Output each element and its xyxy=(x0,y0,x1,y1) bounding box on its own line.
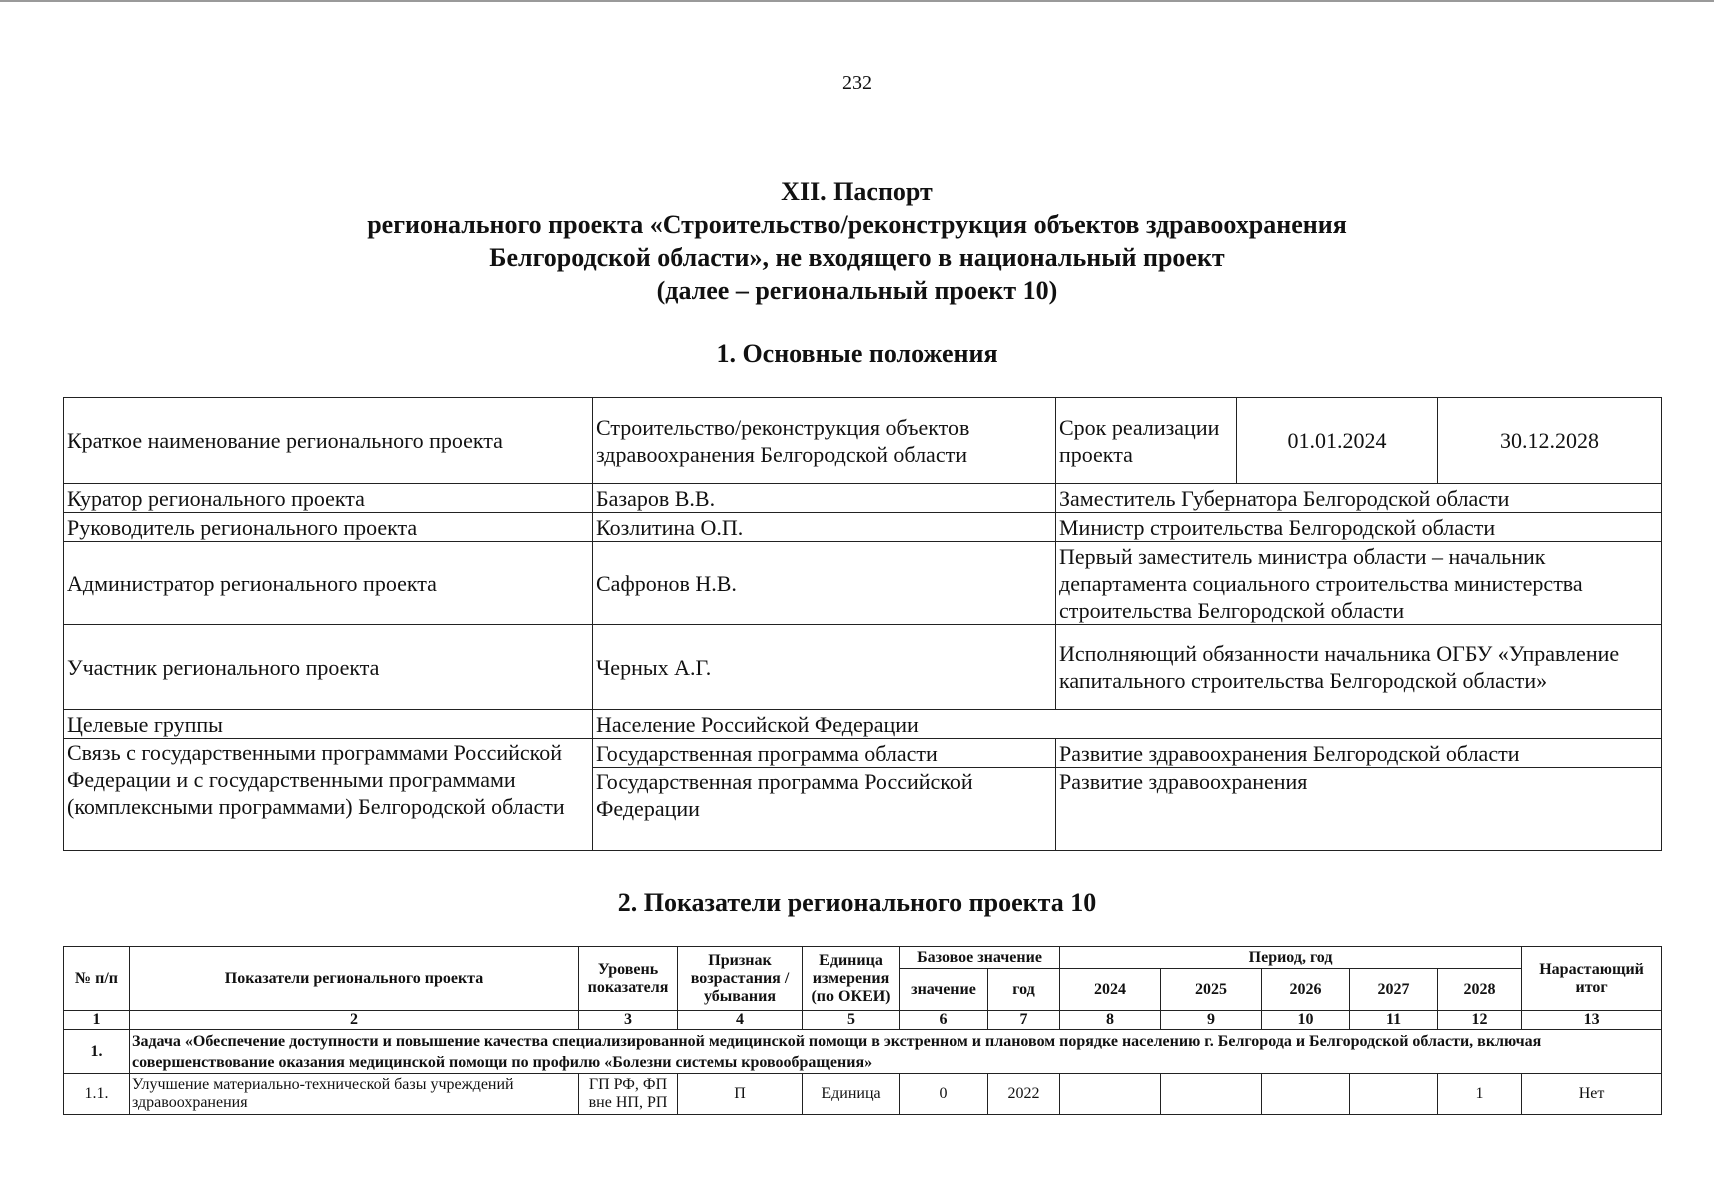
term-start: 01.01.2024 xyxy=(1237,398,1438,484)
administrator-position: Первый заместитель министра области – начальник департамента социального строительства министерства строительства Белгородской области xyxy=(1056,542,1662,625)
short-name-row xyxy=(64,398,1662,484)
short-name-value: Строительство/реконструкция объектов здравоохранения Белгородской области xyxy=(593,398,1056,484)
administrator-name: Сафронов Н.В. xyxy=(593,542,1056,625)
hdr-base: Базовое значение xyxy=(900,947,1060,969)
term-label: Срок реализации проекта xyxy=(1056,398,1237,484)
administrator-row xyxy=(64,542,1662,625)
administrator-label: Администратор регионального проекта xyxy=(64,542,593,625)
participant-name: Черных А.Г. xyxy=(593,625,1056,710)
indicator-unit: Единица xyxy=(803,1074,900,1115)
hdr-year-2028: 2028 xyxy=(1438,969,1522,1011)
col-number: 5 xyxy=(803,1011,900,1030)
indicator-sign: П xyxy=(678,1074,803,1115)
col-number: 9 xyxy=(1161,1011,1262,1030)
target-groups-row xyxy=(64,710,1662,739)
section-1-heading: 1. Основные положения xyxy=(716,339,998,368)
indicator-2025 xyxy=(1161,1074,1262,1115)
term-end: 30.12.2028 xyxy=(1438,398,1662,484)
curator-position: Заместитель Губернатора Белгородской области xyxy=(1056,484,1662,513)
hdr-indicator: Показатели регионального проекта xyxy=(130,947,579,1011)
hdr-year-2024: 2024 xyxy=(1060,969,1161,1011)
title-line-1: XII. Паспорт xyxy=(781,177,933,206)
section-2-heading: 2. Показатели регионального проекта 10 xyxy=(617,888,1097,917)
col-number: 7 xyxy=(988,1011,1060,1030)
program1-type: Государственная программа области xyxy=(593,739,1056,768)
col-number: 12 xyxy=(1438,1011,1522,1030)
hdr-level: Уровень показателя xyxy=(579,947,678,1011)
head-name: Козлитина О.П. xyxy=(593,513,1056,542)
participant-position: Исполняющий обязанности начальника ОГБУ «Управление капитального строительства Белгородской области» xyxy=(1056,625,1662,710)
program2-type: Государственная программа Российской Федерации xyxy=(593,768,1056,851)
indicator-2028: 1 xyxy=(1438,1074,1522,1115)
target-groups-label: Целевые группы xyxy=(64,710,593,739)
short-name-label: Краткое наименование регионального проекта xyxy=(64,398,593,484)
title-line-3: Белгородской области», не входящего в национальный проект xyxy=(489,243,1225,272)
title-line-2: регионального проекта «Строительство/реконструкция объектов здравоохранения xyxy=(367,210,1347,239)
header-row-1 xyxy=(64,947,1662,969)
col-number: 11 xyxy=(1350,1011,1438,1030)
hdr-unit: Единица измерения (по ОКЕИ) xyxy=(803,947,900,1011)
indicator-level: ГП РФ, ФП вне НП, РП xyxy=(579,1074,678,1115)
participant-row xyxy=(64,625,1662,710)
hdr-base-year: год xyxy=(988,969,1060,1011)
col-number: 10 xyxy=(1262,1011,1350,1030)
task-text: Задача «Обеспечение доступности и повышение качества специализированной медицинской помощи в экстренном и плановом порядке населению г. Белгорода и Белгородской области, включая совершенствование оказания медицинской помощи по профилю «Болезни системы кровообращения» xyxy=(130,1030,1662,1074)
program2-name: Развитие здравоохранения xyxy=(1056,768,1662,851)
target-groups-value: Население Российской Федерации xyxy=(593,710,1662,739)
hdr-period: Период, год xyxy=(1060,947,1522,969)
participant-label: Участник регионального проекта xyxy=(64,625,593,710)
indicators-table xyxy=(63,946,1662,1115)
program-link-row-1 xyxy=(64,739,1662,768)
head-label: Руководитель регионального проекта xyxy=(64,513,593,542)
hdr-base-value: значение xyxy=(900,969,988,1011)
scan-top-edge xyxy=(0,0,1714,2)
hdr-year-2027: 2027 xyxy=(1350,969,1438,1011)
head-position: Министр строительства Белгородской области xyxy=(1056,513,1662,542)
indicator-name: Улучшение материально-технической базы учреждений здравоохранения xyxy=(130,1074,579,1115)
curator-label: Куратор регионального проекта xyxy=(64,484,593,513)
indicator-2024 xyxy=(1060,1074,1161,1115)
indicator-num: 1.1. xyxy=(64,1074,130,1115)
column-numbers-row xyxy=(64,1011,1662,1030)
col-number: 6 xyxy=(900,1011,988,1030)
indicator-cumulative: Нет xyxy=(1522,1074,1662,1115)
hdr-year-2025: 2025 xyxy=(1161,969,1262,1011)
head-row xyxy=(64,513,1662,542)
program-links-label: Связь с государственными программами Российской Федерации и с государственными программами (комплексными программами) Белгородской области xyxy=(64,739,593,851)
title-line-4: (далее – региональный проект 10) xyxy=(656,276,1058,305)
hdr-year-2026: 2026 xyxy=(1262,969,1350,1011)
task-num: 1. xyxy=(64,1030,130,1074)
hdr-num: № п/п xyxy=(64,947,130,1011)
col-number: 2 xyxy=(130,1011,579,1030)
indicator-2026 xyxy=(1262,1074,1350,1115)
col-number: 13 xyxy=(1522,1011,1662,1030)
task-row xyxy=(64,1030,1662,1074)
hdr-sign: Признак возрастания / убывания xyxy=(678,947,803,1011)
curator-row xyxy=(64,484,1662,513)
indicator-2027 xyxy=(1350,1074,1438,1115)
page-number: 232 xyxy=(842,72,872,94)
col-number: 1 xyxy=(64,1011,130,1030)
program1-name: Развитие здравоохранения Белгородской области xyxy=(1056,739,1662,768)
passport-title xyxy=(0,175,1714,307)
hdr-cumulative: Нарастающий итог xyxy=(1522,947,1662,1011)
col-number: 4 xyxy=(678,1011,803,1030)
curator-name: Базаров В.В. xyxy=(593,484,1056,513)
indicator-base-value: 0 xyxy=(900,1074,988,1115)
col-number: 3 xyxy=(579,1011,678,1030)
indicator-base-year: 2022 xyxy=(988,1074,1060,1115)
indicator-row xyxy=(64,1074,1662,1115)
main-provisions-table xyxy=(63,397,1662,851)
col-number: 8 xyxy=(1060,1011,1161,1030)
